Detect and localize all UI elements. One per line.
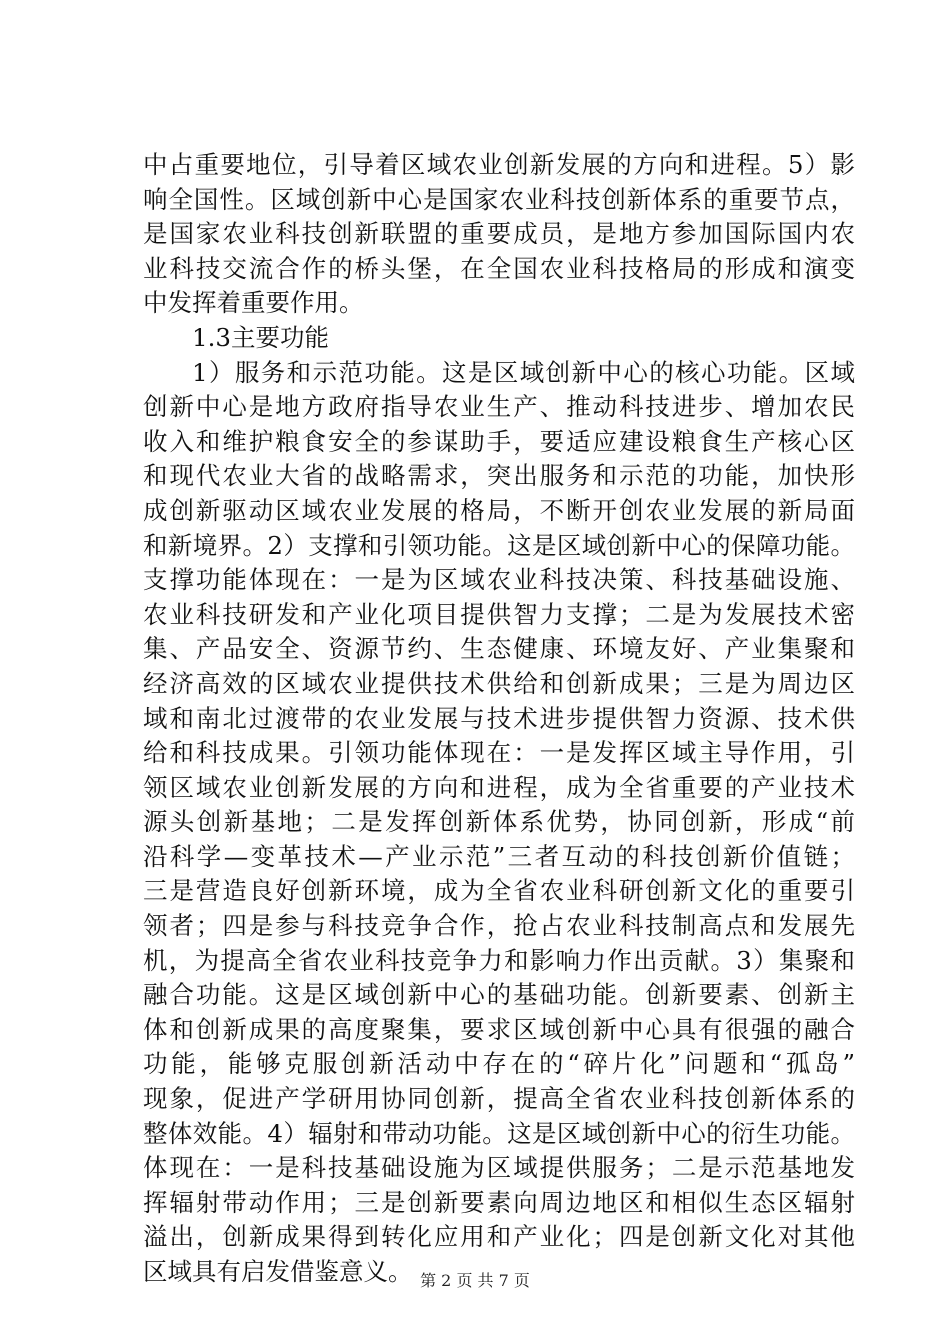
page-number-label: 第 2 页 共 7 页 (420, 1271, 530, 1290)
text-line: 1）服务和示范功能。这是区域创新中心的核心功能。区域 (192, 357, 855, 387)
text-line: 体和创新成果的高度聚集，要求区域创新中心具有很强的融合 (143, 1014, 855, 1044)
text-line: 集、产品安全、资源节约、生态健康、环境友好、产业集聚和 (143, 634, 855, 664)
text-line: 现象，促进产学研用协同创新，提高全省农业科技创新体系的 (143, 1084, 855, 1114)
text-line: 支撑功能体现在：一是为区域农业科技决策、科技基础设施、 (143, 565, 855, 595)
text-line: 响全国性。区域创新中心是国家农业科技创新体系的重要节点， (143, 184, 855, 214)
text-line: 区域具有启发借鉴意义。 (143, 1257, 413, 1286)
text-line: 中发挥着重要作用。 (143, 288, 364, 318)
text-line: 农业科技研发和产业化项目提供智力支撑；二是为发展技术密 (143, 599, 855, 629)
text-line: 和新境界。2）支撑和引领功能。这是区域创新中心的保障功能。 (143, 530, 855, 560)
text-line: 体现在：一是科技基础设施为区域提供服务；二是示范基地发 (143, 1153, 855, 1183)
text-line: 机，为提高全省农业科技竞争力和影响力作出贡献。3）集聚和 (143, 945, 855, 975)
text-line: 域和南北过渡带的农业发展与技术进步提供智力资源、技术供 (143, 703, 855, 733)
body-text (143, 148, 855, 1290)
text-line: 领区域农业创新发展的方向和进程，成为全省重要的产业技术 (143, 772, 855, 802)
text-line: 是国家农业科技创新联盟的重要成员，是地方参加国际国内农 (143, 219, 855, 249)
text-line: 收入和维护粮食安全的参谋助手，要适应建设粮食生产核心区 (143, 426, 855, 456)
text-line: 和现代农业大省的战略需求，突出服务和示范的功能，加快形 (143, 461, 855, 491)
text-line: 挥辐射带动作用；三是创新要素向周边地区和相似生态区辐射 (143, 1187, 855, 1217)
text-line: 沿科学—变革技术—产业示范”三者互动的科技创新价值链； (143, 841, 855, 871)
text-line: 溢出，创新成果得到转化应用和产业化；四是创新文化对其他 (143, 1222, 855, 1252)
text-line: 给和科技成果。引领功能体现在：一是发挥区域主导作用，引 (143, 738, 855, 768)
text-line: 三是营造良好创新环境，成为全省农业科研创新文化的重要引 (143, 876, 855, 906)
text-line: 经济高效的区域农业提供技术供给和创新成果；三是为周边区 (143, 668, 855, 698)
text-line: 领者；四是参与科技竞争合作，抢占农业科技制高点和发展先 (143, 911, 855, 941)
section-heading: 1.3主要功能 (192, 322, 329, 352)
text-line: 源头创新基地；二是发挥创新体系优势，协同创新，形成“前 (143, 807, 855, 837)
text-line: 成创新驱动区域农业发展的格局，不断开创农业发展的新局面 (143, 495, 855, 525)
text-line: 整体效能。4）辐射和带动功能。这是区域创新中心的衍生功能。 (143, 1118, 855, 1148)
text-line: 创新中心是地方政府指导农业生产、推动科技进步、增加农民 (143, 392, 855, 422)
text-line: 中占重要地位，引导着区域农业创新发展的方向和进程。5）影 (143, 150, 855, 179)
text-line: 业科技交流合作的桥头堡，在全国农业科技格局的形成和演变 (143, 253, 855, 283)
page-footer (0, 1270, 950, 1292)
text-line: 融合功能。这是区域创新中心的基础功能。创新要素、创新主 (143, 980, 855, 1010)
text-line: 功能，能够克服创新活动中存在的“碎片化”问题和“孤岛” (143, 1049, 855, 1079)
